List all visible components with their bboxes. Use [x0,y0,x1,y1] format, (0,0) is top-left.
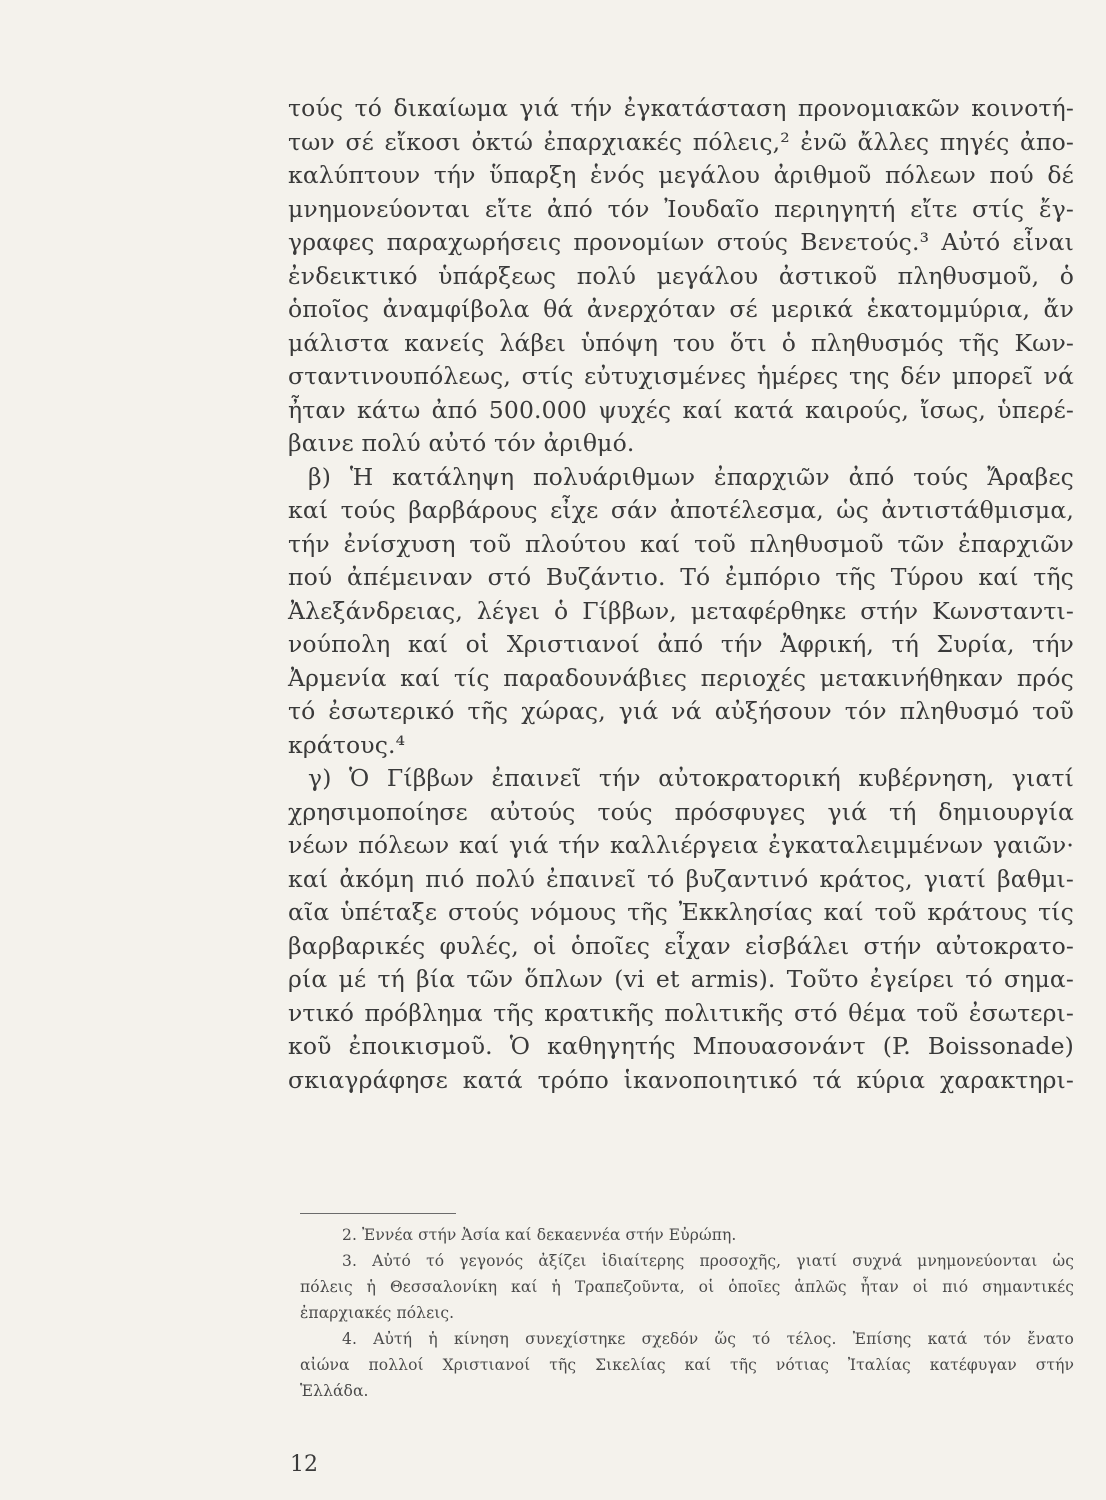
text-line: τούς τό δικαίωμα γιά τήν ἐγκατάσταση προνομιακῶν κοινοτή- [288,94,1074,122]
text-line: βαινε πολύ αὐτό τόν ἀριθμό. [288,429,635,457]
footnote-2: 2. Ἐννέα στήν Ἀσία καί δεκαεννέα στήν Εὐρώπη. [342,1226,737,1244]
paragraph-start-b: β) Ἡ κατάληψη πολυάριθμων ἐπαρχιῶν ἀπό τούς Ἄραβες [308,462,1074,491]
text-line: σκιαγράφησε κατά τρόπο ἱκανοποιητικό τά κύρια χαρακτηρι- [288,1065,1074,1094]
text-line: γραφες παραχωρήσεις προνομίων στούς Βενετούς.³ Αὐτό εἶναι [288,228,1074,256]
footnote-line: αἰώνα πολλοί Χριστιανοί τῆς Σικελίας καί τῆς νότιας Ἰταλίας κατέφυγαν στήν [300,1356,1074,1374]
text-line: ρία μέ τή βία τῶν ὅπλων (vi et armis). Τοῦτο ἐγείρει τό σημα- [288,965,1074,993]
text-line: ὁποῖος ἀναμφίβολα θά ἀνερχόταν σέ μερικά ἑκατομμύρια, ἄν [288,295,1074,323]
footnote-line: ἐπαρχιακές πόλεις. [300,1304,455,1322]
footnote-3: 3. Αὐτό τό γεγονός ἀξίζει ἰδιαίτερης προσοχῆς, γιατί συχνά μνημονεύονται ὡς [342,1252,1074,1270]
footnote-divider [300,1213,456,1214]
footnote-4: 4. Αὐτή ἡ κίνηση συνεχίστηκε σχεδόν ὥς τό τέλος. Ἐπίσης κατά τόν ἔνατο [342,1330,1074,1348]
text-line: τό ἐσωτερικό τῆς χώρας, γιά νά αὐξήσουν τόν πληθυσμό τοῦ [288,697,1074,725]
text-line: κράτους.⁴ [288,730,406,759]
text-line: καί ἀκόμη πιό πολύ ἐπαινεῖ τό βυζαντινό κράτος, γιατί βαθμι- [288,864,1074,893]
main-text [288,92,1074,1097]
footnote-line: Ἑλλάδα. [300,1382,369,1400]
text-line: σταντινουπόλεως, στίς εὐτυχισμένες ἡμέρες της δέν μπορεῖ νά [288,362,1074,390]
footnotes [300,1222,1074,1404]
text-line: Ἀρμενία καί τίς παραδουνάβιες περιοχές μετακινήθηκαν πρός [288,663,1074,692]
text-line: νούπολη καί οἱ Χριστιανοί ἀπό τήν Ἀφρική, τή Συρία, τήν [288,630,1074,658]
text-line: Ἀλεξάνδρειας, λέγει ὁ Γίββων, μεταφέρθηκε στήν Κωνσταντι- [288,596,1074,625]
page-number: 12 [290,1452,318,1477]
text-line: καλύπτουν τήν ὕπαρξη ἑνός μεγάλου ἀριθμοῦ πόλεων πού δέ [288,161,1074,189]
text-line: μνημονεύονται εἴτε ἀπό τόν Ἰουδαῖο περιηγητή εἴτε στίς ἔγ- [288,194,1074,223]
paragraph-start-c: γ) Ὁ Γίββων ἐπαινεῖ τήν αὐτοκρατορική κυβέρνηση, γιατί [308,764,1074,792]
text-line: τήν ἐνίσχυση τοῦ πλούτου καί τοῦ πληθυσμοῦ τῶν ἐπαρχιῶν [288,529,1074,558]
text-line: μάλιστα κανείς λάβει ὑπόψη του ὅτι ὁ πληθυσμός τῆς Κων- [288,328,1074,357]
text-line: ἐνδεικτικό ὑπάρξεως πολύ μεγάλου ἀστικοῦ πληθυσμοῦ, ὁ [288,261,1074,290]
text-line: νέων πόλεων καί γιά τήν καλλιέργεια ἐγκαταλειμμένων γαιῶν· [288,831,1074,859]
text-line: κοῦ ἐποικισμοῦ. Ὁ καθηγητής Μπουασονάντ (P. Boissonade) [288,1032,1074,1060]
text-line: αῖα ὑπέταξε στούς νόμους τῆς Ἐκκλησίας καί τοῦ κράτους τίς [288,898,1074,926]
text-line: χρησιμοποίησε αὐτούς τούς πρόσφυγες γιά τή δημιουργία [288,797,1074,826]
text-line: των σέ εἴκοσι ὀκτώ ἐπαρχιακές πόλεις,² ἐνῶ ἄλλες πηγές ἀπο- [288,127,1074,156]
footnote-line: πόλεις ἡ Θεσσαλονίκη καί ἡ Τραπεζοῦντα, οἱ ὁποῖες ἁπλῶς ἦταν οἱ πιό σημαντικές [300,1278,1074,1296]
text-line: καί τούς βαρβάρους εἶχε σάν ἀποτέλεσμα, ὡς ἀντιστάθμισμα, [288,496,1074,524]
text-line: πού ἀπέμειναν στό Βυζάντιο. Τό ἐμπόριο τῆς Τύρου καί τῆς [288,563,1074,591]
text-line: ἦταν κάτω ἀπό 500.000 ψυχές καί κατά καιρούς, ἴσως, ὑπερέ- [288,395,1074,424]
text-line: βαρβαρικές φυλές, οἱ ὁποῖες εἶχαν εἰσβάλει στήν αὐτοκρατο- [288,931,1074,960]
text-line: ντικό πρόβλημα τῆς κρατικῆς πολιτικῆς στό θέμα τοῦ ἐσωτερι- [288,998,1074,1027]
